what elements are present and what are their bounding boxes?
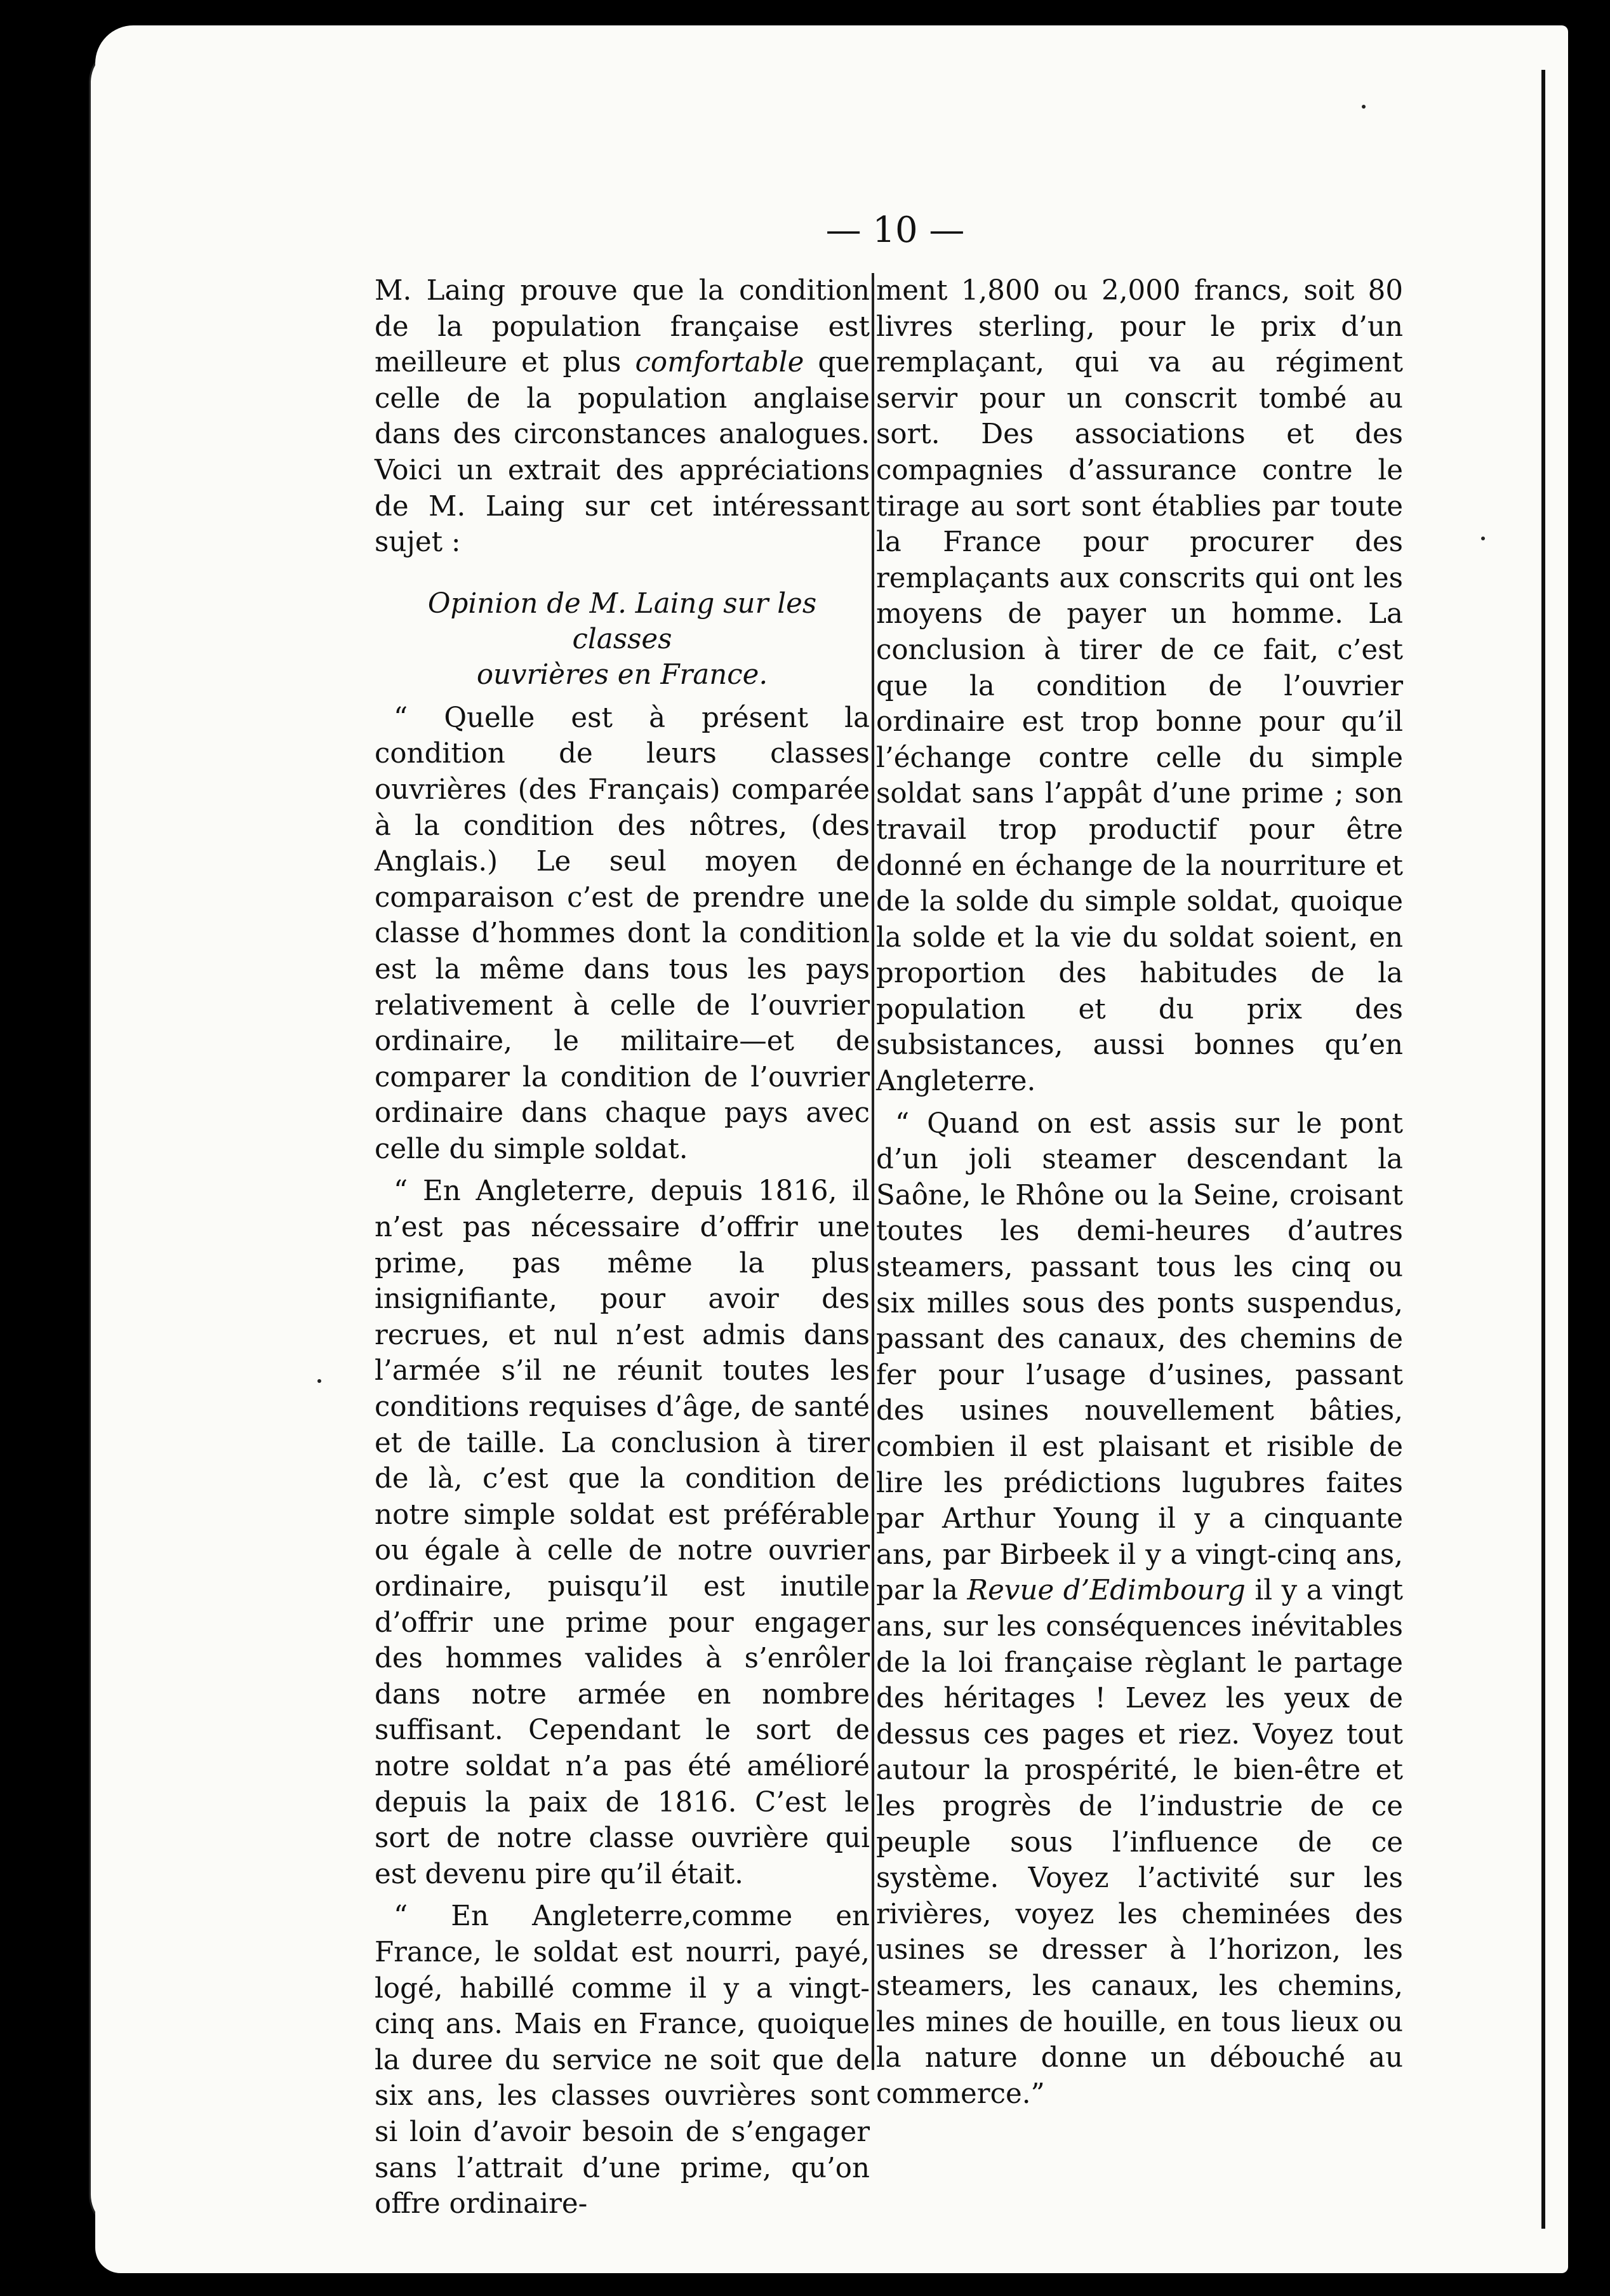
body-paragraph: “ En Angleterre,comme en France, le soldat est nourri, payé, logé, habillé comme il y a vingt-cinq ans. Mais en France, quoique la duree du service ne soit que de six ans, les classes ouvrières sont si loin d’avoir besoin de s’engager sans l’attrait d’une prime, qu’on offre ordinaire- — [375, 1900, 870, 2220]
body-paragraph — [876, 1106, 1403, 2112]
section-heading — [375, 586, 870, 693]
left-column — [375, 273, 870, 2222]
intro-text-2: que celle de la population anglaise dans des circonstances analogues. Voici un extrait des appréciations de M. Laing sur cet intéressant sujet : — [375, 347, 870, 559]
quote-text-1: “ Quand on est assis sur le pont d’un joli steamer descendant la Saône, le Rhône ou la Seine, croisant toutes les demi-heures d’autres steamers, passant tous les cinq ou six milles sous des ponts suspendus, passant des canaux, des chemins de fer pour l’usage d’usines, passant des usines nouvellement bâties, combien il est plaisant et risible de lire les prédictions lugubres faites par Arthur Young il y a cinquante ans, par Birbeek il y a vingt-cinq ans, par la — [876, 1107, 1403, 1607]
scan-speck — [1362, 105, 1366, 109]
body-paragraph: “ Quelle est à présent la condition de leurs classes ouvrières (des Français) comparée à la condition des nôtres, (des Anglais.) Le seul moyen de comparaison c’est de prendre une classe d’hommes dont la condition est la même dans tous les pays relativement à celle de l’ouvrier ordinaire, le militaire—et de comparer la condition de l’ouvrier ordinaire dans chaque pays avec celle du simple soldat. — [375, 702, 870, 1165]
section-heading-line-1: Opinion de M. Laing sur les classes — [427, 587, 817, 655]
intro-emphasis: comfortable — [635, 347, 804, 379]
body-paragraph: ment 1,800 ou 2,000 francs, soit 80 livres sterling, pour le prix d’un remplaçant, qui va au régiment servir pour un conscrit tombé au sort. Des associations et des compagnies d’assurance contre le tirage au sort sont établies par toute la France pour procurer des remplaçants aux conscrits qui ont les moyens de payer un homme. La conclusion à tirer de ce fait, c’est que la condition de l’ouvrier ordinaire est trop bonne pour qu’il l’échange contre celle du simple soldat sans l’appât d’une prime ; son travail trop productif pour être donné en échange de la nourriture et de la solde du simple soldat, quoique la solde et la vie du soldat soient, en proportion des habitudes de la population et du prix des subsistances, aussi bonnes qu’en Angleterre. — [876, 275, 1403, 1098]
quote-text-2: il y a vingt ans, sur les conséquences inévitables de la loi française règlant le partage des héritages ! Levez les yeux de dessus ces pages et riez. Voyez tout autour la prospérité, le bien-être et les progrès de l’industrie de ce peuple sous l’influence de ce système. Voyez l’activité sur les rivières, voyez les cheminées des usines se dresser à l’horizon, les steamers, les canaux, les chemins, les mines de houille, en tous lieux ou la nature donne un débouché au commerce.” — [876, 1575, 1403, 2110]
body-paragraph: “ En Angleterre, depuis 1816, il n’est pas nécessaire d’offrir une prime, pas même la plus insignifiante, pour avoir des recrues, et nul n’est admis dans l’armée s’il ne réunit toutes les conditions requises d’âge, de santé et de taille. La conclusion à tirer de là, c’est que la condition de notre simple soldat est préférable ou égale à celle de notre ouvrier ordinaire, puisqu’il est inutile d’offrir une prime pour engager des hommes valides à s’enrôler dans notre armée en nombre suffisant. Cependant le sort de notre soldat n’a pas été amélioré depuis la paix de 1816. C’est le sort de notre classe ouvrière qui est devenu pire qu’il était. — [375, 1175, 870, 1890]
page-number: — 10 — — [825, 210, 965, 251]
section-heading-line-2: ouvrières en France. — [476, 658, 768, 691]
intro-paragraph — [375, 273, 870, 561]
column-divider — [872, 273, 874, 2070]
scan-speck — [317, 1379, 321, 1383]
page-binding-edge — [1541, 70, 1545, 2229]
right-column — [876, 273, 1403, 2112]
scan-speck — [1481, 537, 1485, 540]
intro-text-1: M. Laing prouve que la condition de la population française est meilleure et plus — [375, 275, 870, 379]
quote-emphasis: Revue d’Edimbourg — [967, 1575, 1246, 1607]
